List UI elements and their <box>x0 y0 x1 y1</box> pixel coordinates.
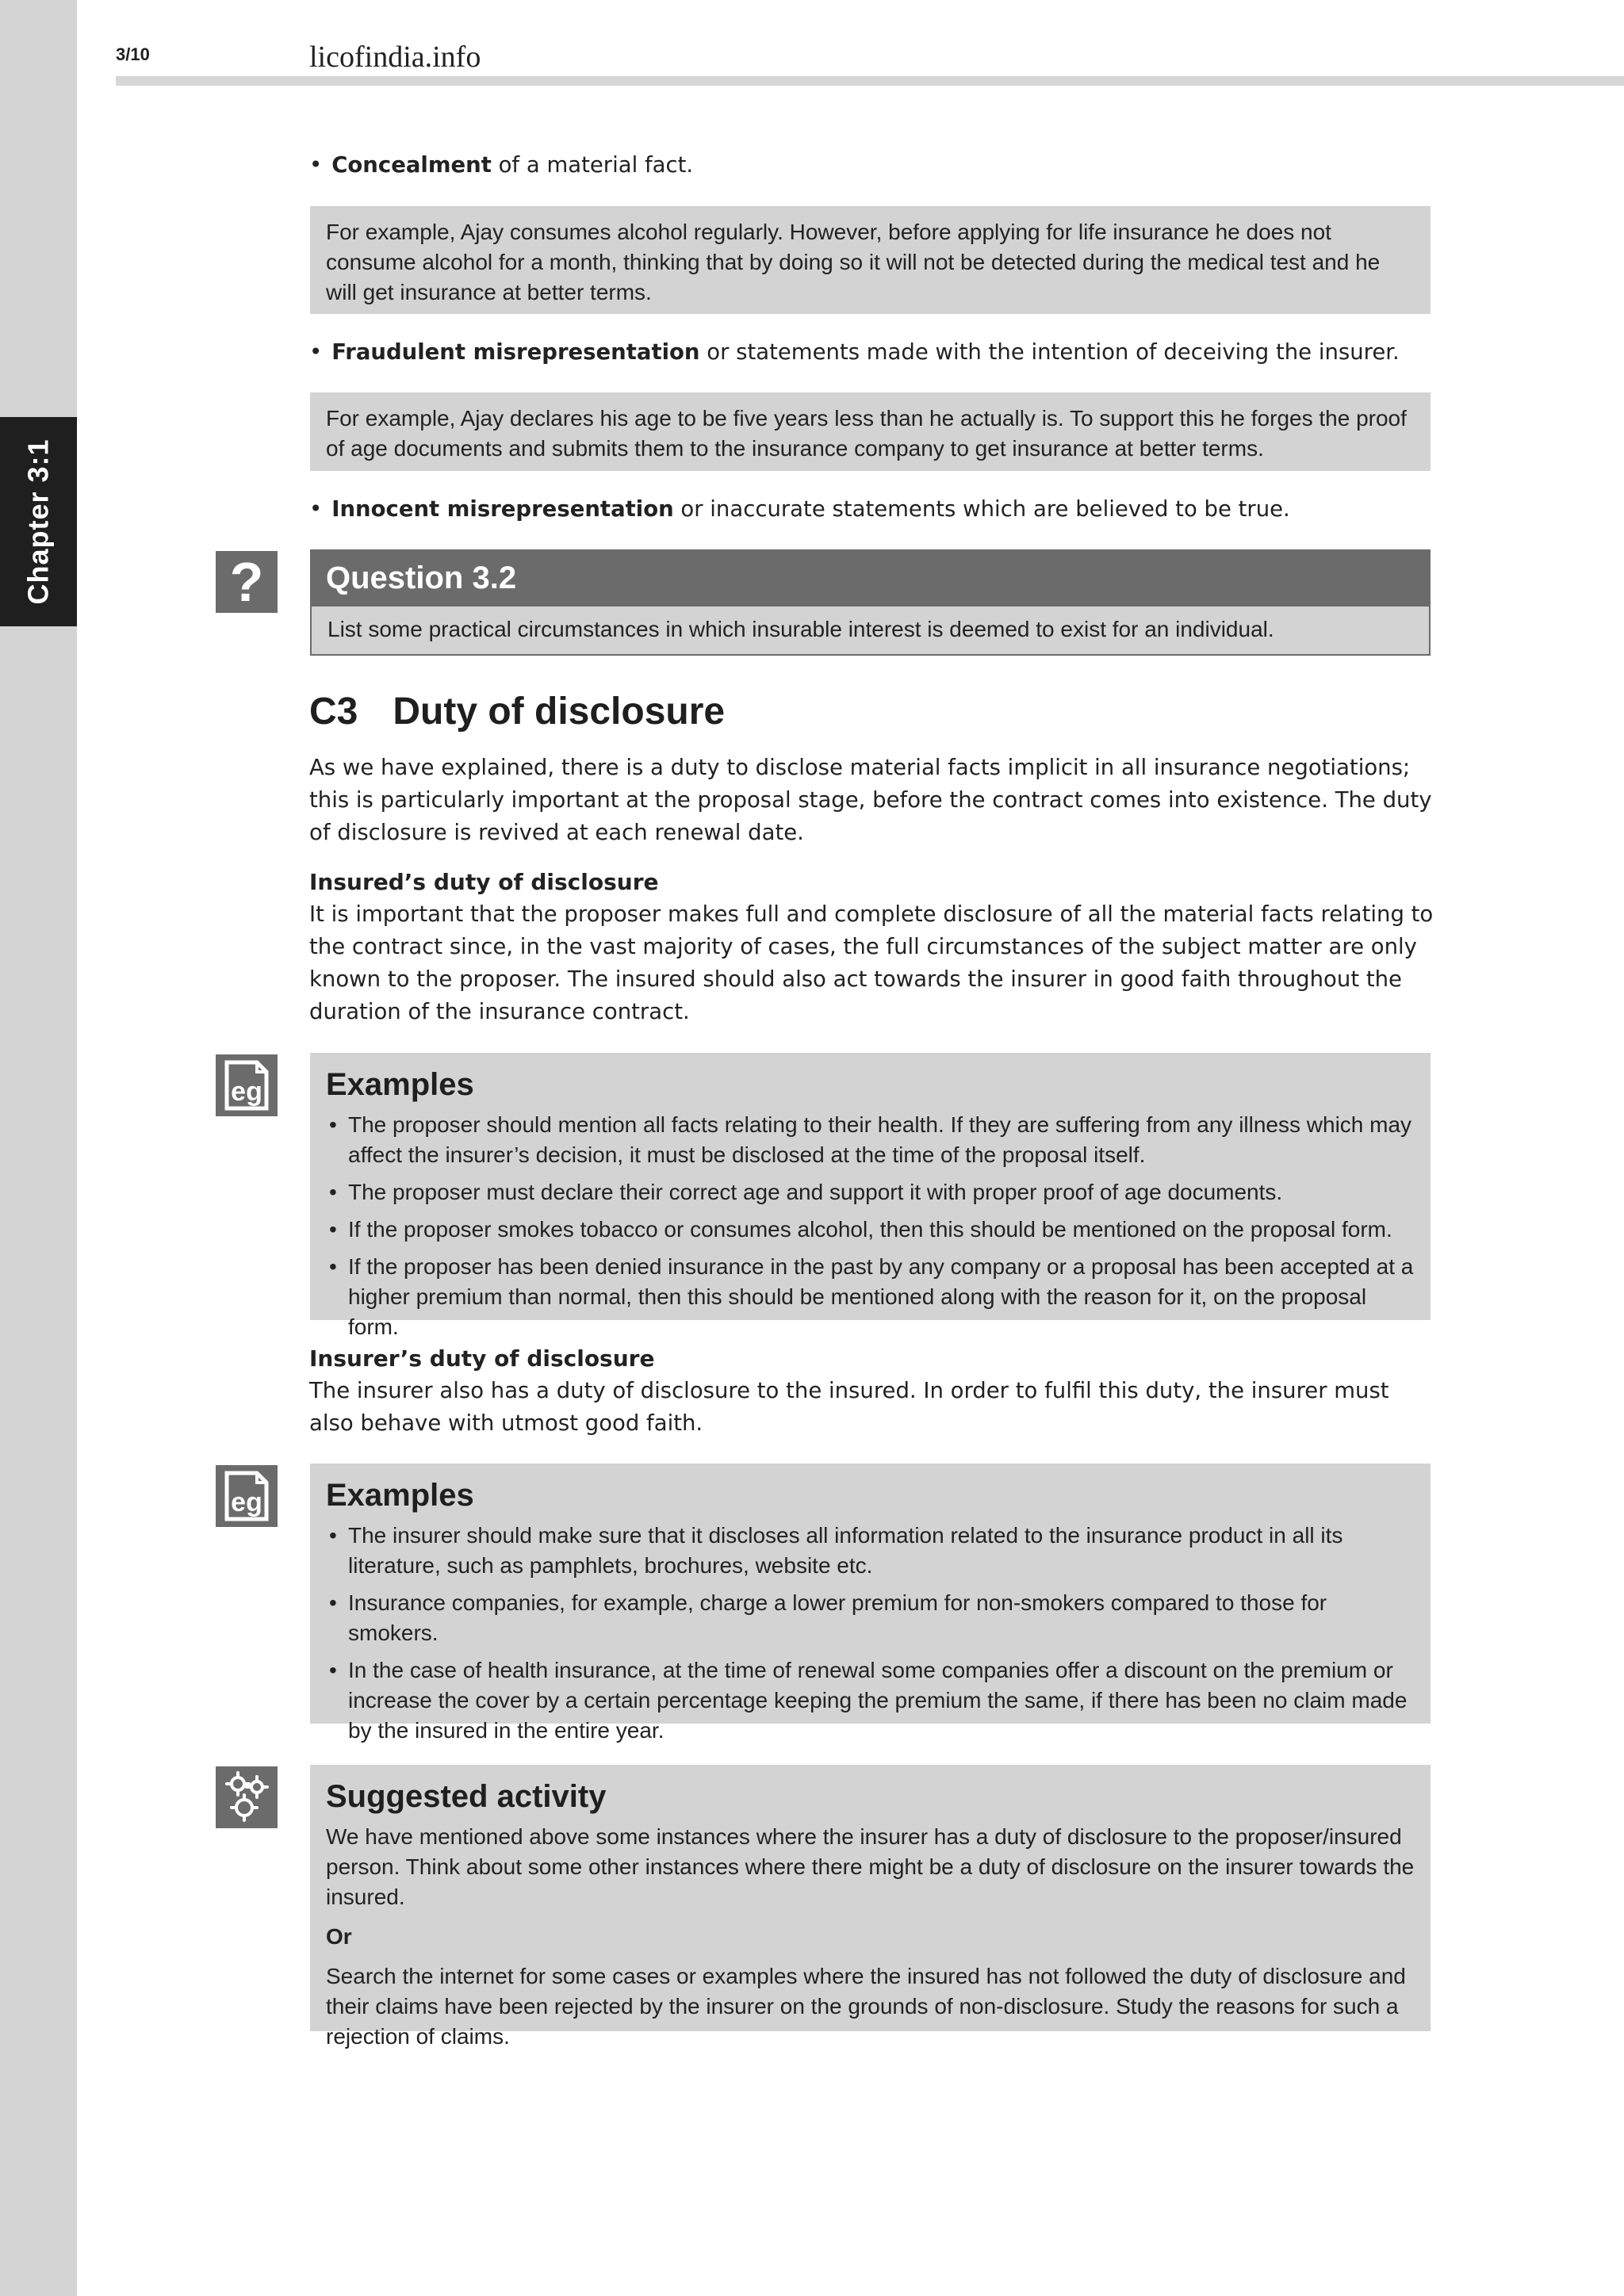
eg-icon <box>216 1465 278 1527</box>
activity-para2: Search the internet for some cases or examples where the insured has not followed the duty of disclosure and their claims have been rejected by the insurer on the grounds of non-disclosure. Study the reasons for such a rejection of claims. <box>326 1964 1406 2049</box>
eg-icon <box>216 1054 278 1116</box>
insured-heading: Insured’s duty of disclosure <box>309 869 659 895</box>
list-item: • The insurer should make sure that it discloses all information related to the insurance product in all its literature, such as pamphlets, brochures, website etc. <box>326 1521 1415 1581</box>
activity-or: Or <box>326 1924 352 1949</box>
side-strip <box>0 0 77 2296</box>
examples-title: Examples <box>326 1478 474 1513</box>
gears-icon <box>216 1766 278 1828</box>
question-text: List some practical circumstances in which insurable interest is deemed to exist for an individual. <box>310 607 1431 656</box>
examples-title: Examples <box>326 1067 474 1102</box>
example-box-alcohol <box>310 206 1431 314</box>
bullet-text: or inaccurate statements which are believed to be true. <box>673 496 1290 522</box>
insurer-text: The insurer also has a duty of disclosure to the insured. In order to fulfil this duty, the insurer must also behave with utmost good faith. <box>309 1378 1389 1436</box>
chapter-tab <box>0 417 77 626</box>
insured-text: It is important that the proposer makes full and complete disclosure of all the material facts relating to the contract since, in the vast majority of cases, the full circumstances of the subject matter are only known to the proposer. The insured should also act towards the insurer in good faith throughout the duration of the insurance contract. <box>309 901 1434 1024</box>
section-code: C3 <box>309 691 358 733</box>
bullet-bold: Concealment <box>331 152 492 178</box>
activity-para1: We have mentioned above some instances where the insurer has a duty of disclosure to the proposer/insured person. Think about some other instances where there might be a duty of disclosure on the insurer towards the insured. <box>326 1824 1415 1909</box>
section-intro: As we have explained, there is a duty to disclose material facts implicit in all insurance negotiations; this is particularly important at the proposal stage, before the contract comes into existence. The duty of disclosure is revived at each renewal date. <box>309 755 1432 845</box>
list-item: • In the case of health insurance, at the time of renewal some companies offer a discount on the premium or increase the cover by a certain percentage keeping the premium the same, if there has been no claim made by the insured in the entire year. <box>326 1655 1415 1746</box>
header-rule <box>116 76 1624 86</box>
list-item: • The proposer should mention all facts relating to their health. If they are suffering from any illness which may affect the insurer’s decision, it must be disclosed at the time of the proposal itself. <box>326 1110 1415 1170</box>
section-title <box>309 690 725 733</box>
example-text: For example, Ajay consumes alcohol regularly. However, before applying for life insurance he does not consume alcohol for a month, thinking that by doing so it will not be detected during the medical test and he will get insurance at better terms. <box>326 220 1381 304</box>
activity-title: Suggested activity <box>326 1779 607 1814</box>
bullet-bold: Fraudulent misrepresentation <box>331 339 700 365</box>
bullet-innocent: • Innocent misrepresentation or inaccurate statements which are believed to be true. <box>309 496 1290 522</box>
examples-box-insurer <box>310 1464 1431 1743</box>
svg-text:eg: eg <box>231 1077 262 1107</box>
site-name: licofindia.info <box>309 40 481 74</box>
list-item: • The proposer must declare their correct age and support it with proper proof of age documents. <box>326 1177 1415 1207</box>
list-item: • If the proposer smokes tobacco or consumes alcohol, then this should be mentioned on the proposal form. <box>326 1215 1415 1245</box>
list-item: • Insurance companies, for example, charge a lower premium for non-smokers compared to those for smokers. <box>326 1588 1415 1648</box>
list-item: • If the proposer has been denied insurance in the past by any company or a proposal has been accepted at a higher premium than normal, then this should be mentioned along with the reason for it, on the proposal form. <box>326 1252 1415 1342</box>
bullet-text: of a material fact. <box>491 152 694 178</box>
svg-text:eg: eg <box>231 1487 262 1517</box>
example-text: For example, Ajay declares his age to be five years less than he actually is. To support this he forges the proof of age documents and submits them to the insurance company to get insurance at better terms. <box>326 406 1407 461</box>
question-title: Question 3.2 <box>310 549 1431 607</box>
insurer-heading: Insurer’s duty of disclosure <box>309 1345 655 1372</box>
bullet-bold: Innocent misrepresentation <box>331 496 674 522</box>
chapter-label: Chapter 3:1 <box>21 438 55 605</box>
question-mark-icon: ? <box>216 551 278 613</box>
page-number: 3/10 <box>116 44 150 64</box>
section-heading: Duty of disclosure <box>393 691 726 733</box>
insured-duty <box>309 866 1435 1028</box>
examples-list <box>326 1110 1415 1342</box>
insurer-duty <box>309 1342 1435 1440</box>
examples-list <box>326 1521 1415 1746</box>
bullet-fraudulent: • Fraudulent misrepresentation or statements made with the intention of deceiving the insurer. <box>309 339 1400 365</box>
examples-box-insured <box>310 1053 1431 1339</box>
bullet-text: or statements made with the intention of deceiving the insurer. <box>699 339 1400 365</box>
example-box-age <box>310 392 1431 471</box>
bullet-concealment: • Concealment of a material fact. <box>309 152 694 178</box>
activity-box <box>310 1765 1431 2049</box>
